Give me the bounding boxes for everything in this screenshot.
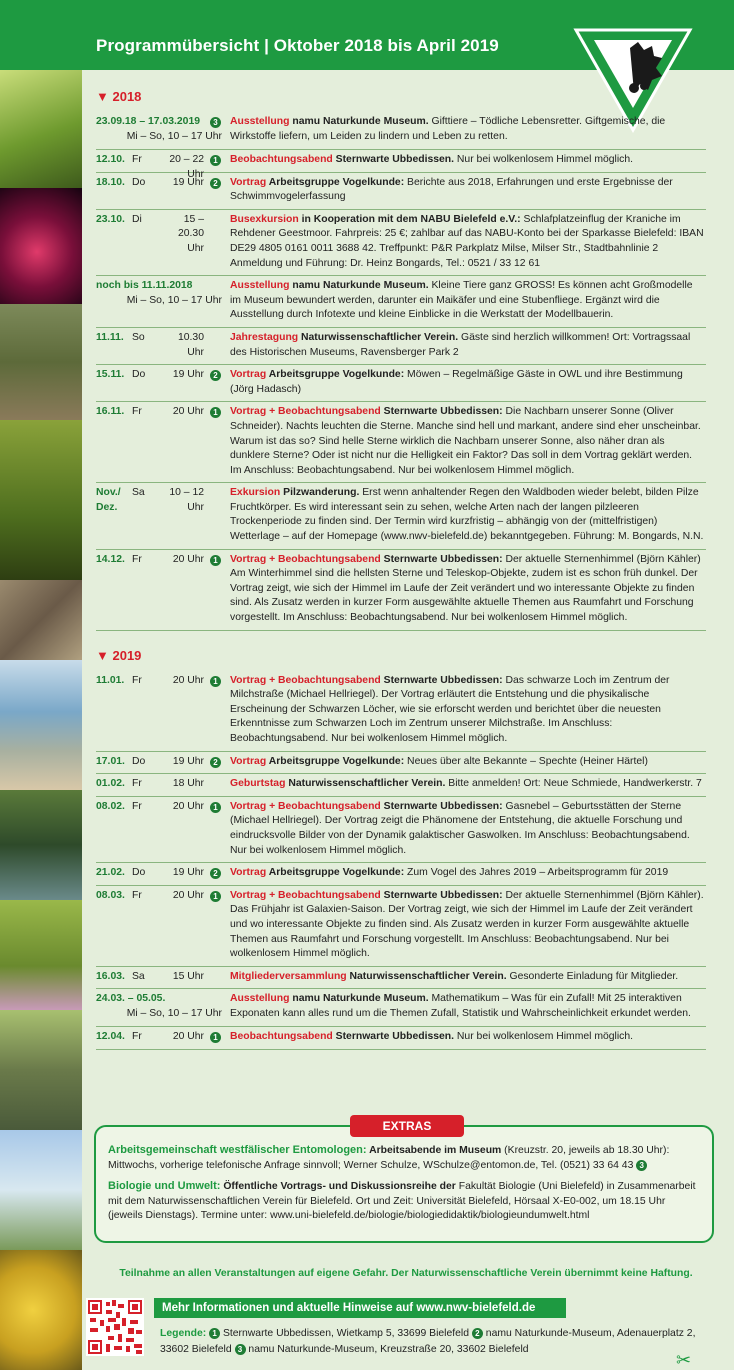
event-day: Do: [132, 369, 146, 381]
event-organizer: Sternwarte Ubbedissen:: [380, 889, 503, 901]
event-organizer: Naturwissenschaftlicher Verein.: [285, 778, 446, 790]
event-row: [96, 1027, 706, 1050]
event-text: Zum Vogel des Jahres 2019 – Arbeitsprogramm für 2019: [404, 867, 669, 879]
location-3-icon: 3: [636, 1160, 647, 1171]
event-organizer: Arbeitsgruppe Vogelkunde:: [266, 867, 405, 879]
disclaimer: Teilnahme an allen Veranstaltungen auf eigene Gefahr. Der Naturwissenschaftliche Verein übernimmt keine Haftung.: [119, 1268, 693, 1279]
location-2-icon: 2: [210, 757, 221, 768]
event-description: [230, 486, 706, 544]
event-time: 10 – 12 Uhr: [169, 487, 204, 513]
event-day: Fr: [132, 154, 142, 165]
event-row: [96, 112, 706, 150]
event-type: Vortrag + Beobachtungsabend: [230, 553, 381, 565]
event-organizer: Sternwarte Ubbedissen:: [380, 406, 503, 418]
event-description: [230, 889, 706, 962]
event-organizer: Arbeitsgruppe Vogelkunde:: [266, 755, 405, 767]
page-title: Programmübersicht | Oktober 2018 bis April 2019: [96, 36, 499, 55]
event-time: 20 Uhr: [172, 800, 204, 812]
nebula-image: [0, 188, 82, 304]
event-description: [230, 176, 706, 205]
tree-frog-image: [0, 70, 82, 188]
events-2019: [96, 671, 706, 1050]
event-hours: Mi – So, 10 – 17 Uhr: [126, 1008, 222, 1020]
location-2-icon: 2: [210, 370, 221, 381]
qr-code-icon[interactable]: [86, 1298, 144, 1356]
event-description: [230, 800, 706, 858]
event-row: [96, 210, 706, 276]
event-date: 12.10.: [96, 154, 125, 165]
event-description: [230, 279, 706, 323]
event-date: 08.02.: [96, 800, 125, 812]
event-day: Fr: [132, 406, 142, 418]
event-organizer: Sternwarte Ubbedissen:: [380, 553, 503, 565]
location-1-icon: 1: [210, 891, 221, 902]
event-date: 16.03.: [96, 970, 125, 982]
event-text: Gasnebel – Geburtsstätten der Sterne (Michael Hellriegel). Der Vortrag zeigt die Phänomene der Entstehung, die aktuelle Forschung und eindrucksvolle Bilder von der Dynamik galaktischer Gaswolken. Im Anschluss: Beobachtungsabend. Nur bei wolkenlosem Himmel möglich.: [230, 800, 690, 856]
event-description: [230, 777, 706, 792]
event-date: 12.04.: [96, 1031, 125, 1043]
event-row: [96, 550, 706, 631]
event-date: Nov./ Dez.: [96, 487, 121, 513]
event-time: 10.30 Uhr: [177, 331, 204, 358]
event-date: 14.12.: [96, 553, 125, 565]
event-type: Vortrag: [230, 755, 267, 767]
events-2018: [96, 112, 706, 631]
event-date: 23.09.18 – 17.03.2019: [96, 116, 201, 127]
event-date: 24.03. – 05.05.: [96, 993, 166, 1005]
event-text: Gifttiere – Tödliche Lebensretter. Giftgemische, die Wirkstoffe liefern, um Leiden zu lindern und Leben zu retten.: [230, 116, 666, 142]
event-day: Fr: [132, 553, 142, 565]
location-1-icon: 1: [210, 1032, 221, 1043]
event-description: [230, 1030, 706, 1045]
event-description: [230, 755, 706, 770]
event-time: 15 Uhr: [172, 970, 204, 982]
entomologen-text: (Kreuzstr. 20, jeweils ab 18.30 Uhr): Mittwochs, vorherige telefonische Anfrage sinnvoll; Werner Schulze, WSchulze@entomon.de, Tel. (0521) 33 64 43: [108, 1145, 670, 1171]
event-hours: Mi – So, 10 – 17 Uhr: [126, 295, 222, 307]
event-organizer: Naturwissenschaftlicher Verein.: [298, 331, 459, 343]
event-organizer: in Kooperation mit dem NABU Bielefeld e.V.:: [298, 213, 521, 225]
event-row: [96, 173, 706, 210]
event-day: Do: [132, 755, 146, 767]
event-description: [230, 992, 706, 1021]
event-date: 21.02.: [96, 867, 125, 879]
event-text: Neues über alte Bekannte – Spechte (Heiner Härtel): [404, 755, 648, 767]
event-day: Di: [132, 213, 142, 225]
event-organizer: namu Naturkunde Museum.: [289, 116, 429, 127]
moss-image: [0, 304, 82, 420]
event-time: 20 Uhr: [172, 674, 204, 686]
location-3-icon: 3: [210, 117, 221, 128]
event-type: Mitgliederversammlung: [230, 970, 347, 982]
location-2-icon: 2: [210, 868, 221, 879]
stream-image: [0, 790, 82, 900]
extras-box: [94, 1119, 714, 1243]
legend-text-1: Sternwarte Ubbedissen, Wietkamp 5, 33699 Bielefeld: [220, 1328, 472, 1339]
event-type: Beobachtungsabend: [230, 154, 333, 165]
location-1-icon: 1: [210, 676, 221, 687]
event-time: 15 – 20.30 Uhr: [177, 213, 204, 254]
event-organizer: namu Naturkunde Museum.: [289, 993, 429, 1005]
entomologen-block: [108, 1143, 702, 1173]
scissors-icon: ✂: [676, 1350, 692, 1370]
event-day: Fr: [132, 1031, 142, 1043]
event-row: [96, 276, 706, 328]
event-type: Vortrag + Beobachtungsabend: [230, 800, 381, 812]
event-row: [96, 483, 706, 549]
event-type: Beobachtungsabend: [230, 1031, 333, 1043]
location-2-icon: 2: [472, 1328, 483, 1339]
event-organizer: Sternwarte Ubbedissen.: [332, 1031, 455, 1043]
fungus-image: [0, 1250, 82, 1370]
location-1-icon: 1: [210, 802, 221, 813]
event-row: [96, 752, 706, 775]
entomologen-heading: Arbeitsgemeinschaft westfälischer Entomologen:: [108, 1144, 367, 1156]
event-description: [230, 866, 706, 881]
event-date: 15.11.: [96, 369, 125, 381]
event-time: 20 – 22 Uhr: [169, 154, 204, 180]
biologie-org: Öffentliche Vortrags- und Diskussionsreihe der: [220, 1181, 456, 1193]
event-type: Geburtstag: [230, 778, 286, 790]
event-row: [96, 402, 706, 483]
event-type: Vortrag + Beobachtungsabend: [230, 889, 381, 901]
biologie-heading: Biologie und Umwelt:: [108, 1180, 221, 1193]
event-description: [230, 153, 706, 168]
program-list: [96, 86, 706, 1050]
event-date: 23.10.: [96, 213, 125, 225]
location-1-icon: 1: [210, 555, 221, 566]
event-date: 01.02.: [96, 778, 125, 790]
event-row: [96, 797, 706, 863]
event-text: Kleine Tiere ganz GROSS! Es können acht Großmodelle im Museum bewundert werden, darunter ein Maikäfer und eine Stubenfliege. Ergänzt wird die Ausstellung durch Infotexte und kleine Einblicke in die Werkstatt der Modellbauerin.: [230, 280, 693, 321]
event-text: Der aktuelle Sternenhimmel (Björn Kähler). Das Frühjahr ist Galaxien-Saison. Der Vortrag zeigt, wie sich der Himmel im Laufe der Zeit verändert und wo interessante Objekte zu finden sind. Als Zusatz werden in kurzer Form ausgewählte aktuelle Themen aus Raumfahrt und Forschung vorgestellt. Im Anschluss: Beobachtungsabend. Nur bei wolkenlosem Himmel möglich.: [230, 889, 704, 960]
child-image: [0, 1010, 82, 1130]
event-organizer: Sternwarte Ubbedissen.: [332, 154, 455, 165]
event-date: 18.10.: [96, 176, 125, 188]
event-text: Gesonderte Einladung für Mitglieder.: [506, 970, 679, 982]
event-day: Sa: [132, 970, 145, 982]
year-heading-2018: ▼ 2018: [96, 89, 142, 104]
event-date: 11.01.: [96, 674, 125, 686]
legend-label: Legende:: [160, 1328, 207, 1339]
event-description: [230, 115, 706, 144]
event-text: Nur bei wolkenlosem Himmel möglich.: [454, 1031, 634, 1043]
event-row: [96, 150, 706, 180]
event-date: 17.01.: [96, 755, 125, 767]
event-text: Die Nachbarn unserer Sonne (Oliver Schneider). Nachts leuchten die Sterne. Manche sind hell und markant, andere sind eher unscheinbar. Warum ist das so? Sind helle Sterne wirklich die Nachbarn unserer Sonne, also näher dran als dunklere Sterne? Oder ist nicht nur die Helligkeit ein Faktor? Das soll in dem Vortrag geklärt werden. Im Anschluss: Beobachtungsabend. Nur bei wolkenlosem Himmel möglich.: [230, 406, 701, 476]
event-type: Jahrestagung: [230, 331, 299, 343]
location-1-icon: 1: [209, 1328, 220, 1339]
location-1-icon: 1: [210, 407, 221, 418]
event-row: [96, 774, 706, 797]
event-text: Der aktuelle Sternenhimmel (Björn Kähler) Am Winterhimmel sind die hellsten Sterne und Teleskop-Objekte, zudem ist es schon früh dunkel. Der Vortrag zeigt, wie sich der Himmel im Laufe der Zeit verändert und wo interessante Objekte zu finden sind. Als Zusatz werden in kurzer Form ausgewählte aktuelle Themen aus Raumfahrt und Forschung vorgestellt. Im Anschluss: Beobachtungsabend. Nur bei wolkenlosem Himmel möglich.: [230, 553, 701, 624]
event-hours: Mi – So, 10 – 17 Uhr: [126, 131, 222, 142]
burnet-moth-image: [0, 420, 82, 580]
biologie-block: [108, 1179, 702, 1224]
rock-image: [0, 580, 82, 660]
event-row: [96, 328, 706, 365]
event-text: Nur bei wolkenlosem Himmel möglich.: [454, 154, 634, 165]
event-description: [230, 674, 706, 747]
event-type: Vortrag: [230, 176, 267, 188]
info-bar[interactable]: Mehr Informationen und aktuelle Hinweise auf www.nwv-bielefeld.de: [154, 1298, 566, 1318]
event-type: Vortrag: [230, 867, 267, 879]
event-description: [230, 553, 706, 626]
event-date: noch bis 11.11.2018: [96, 280, 193, 292]
event-text: Erst wenn anhaltender Regen den Waldboden wieder belebt, bilden Pilze Fruchtkörper. Es wird interessant sein zu sehen, welche Arten nach der langen pilzleeren Trockenperiode zu finden sind. Der Termin wird kurzfristig – abhängig von der (mittelfristigen) Wetterlage – auf der Homepage (www.nwv-bielefeld.de) bekanntgegeben. Führung: M. Bongards, N.N.: [230, 487, 704, 543]
event-type: Ausstellung: [230, 280, 290, 292]
event-row: [96, 365, 706, 402]
event-date: 11.11.: [96, 331, 124, 343]
event-type: Exkursion: [230, 487, 281, 499]
event-date: 16.11.: [96, 406, 125, 418]
event-row: [96, 886, 706, 967]
event-row: [96, 967, 706, 990]
event-text: Berichte aus 2018, Erfahrungen und erste Ergebnisse der Schwimmvogelerfassung: [230, 176, 673, 203]
legend-text-2: namu Naturkunde-Museum, Adenauerplatz 2, 33602 Bielefeld: [160, 1328, 696, 1355]
event-time: 19 Uhr: [172, 867, 204, 879]
event-text: Bitte anmelden! Ort: Neue Schmiede, Handwerkerstr. 7: [445, 778, 702, 790]
event-organizer: Naturwissenschaftlicher Verein.: [346, 970, 507, 982]
orchid-image: [0, 900, 82, 1010]
event-time: 19 Uhr: [172, 176, 204, 188]
event-type: Ausstellung: [230, 116, 290, 127]
event-organizer: namu Naturkunde Museum.: [289, 280, 429, 292]
event-day: Fr: [132, 889, 142, 901]
year-heading-2019: ▼ 2019: [96, 647, 142, 663]
event-row: [96, 989, 706, 1027]
nature-reserve-sign-image: [0, 1130, 82, 1250]
event-day: Do: [132, 176, 146, 188]
event-description: [230, 970, 706, 985]
event-text: Schlafplatzeinflug der Kraniche im Rehdener Geestmoor. Fahrpreis: 25 €; zahlbar auf das NABU-Konto bei der Sparkasse Bielefeld: IBAN DE29 4805 0161 0011 3688 42. Treffpunkt: P&R Parkplatz Milse, Milser Str., Stadtbahnlinie 2 Anmeldung und Führung: Dr. Heinz Bongards, Tel.: 0521 / 33 12 61: [230, 213, 704, 269]
event-type: Busexkursion: [230, 213, 299, 225]
event-day: Fr: [132, 778, 142, 790]
event-organizer: Sternwarte Ubbedissen:: [380, 800, 503, 812]
event-description: [230, 213, 706, 271]
event-type: Ausstellung: [230, 993, 290, 1005]
location-1-icon: 1: [210, 155, 221, 166]
event-text: Das schwarze Loch im Zentrum der Milchstraße (Michael Hellriegel). Der Vortrag erläutert die Entstehung und die physikalische Erscheinung der Schwarzen Löcher, wie sie erforscht werden und berichtet über die neuesten Erkenntnisse zum Schwarzen Loch im Zentrum unserer Milchstraße. Im Anschluss: Beobachtungsabend. Nur bei wolkenlosem Himmel möglich.: [230, 674, 670, 744]
event-time: 20 Uhr: [172, 406, 204, 418]
event-type: Vortrag: [230, 369, 267, 381]
event-description: [230, 405, 706, 478]
event-row: [96, 671, 706, 752]
event-time: 20 Uhr: [172, 553, 204, 565]
event-day: Fr: [132, 674, 142, 686]
event-type: Vortrag + Beobachtungsabend: [230, 406, 381, 418]
event-time: 19 Uhr: [172, 369, 204, 381]
event-organizer: Arbeitsgruppe Vogelkunde:: [266, 369, 405, 381]
event-organizer: Pilzwanderung.: [280, 487, 360, 499]
event-description: [230, 368, 706, 397]
legend: [160, 1326, 720, 1358]
entomologen-org: Arbeitsabende im Museum: [366, 1145, 502, 1156]
event-day: Do: [132, 867, 146, 879]
biologie-text: Fakultät Biologie (Uni Bielefeld) in Zusammenarbeit mit dem Naturwissenschaftlichen Verein für Bielefeld. Ort und Zeit: Universität Bielefeld, Hörsaal X-E0-002, um 18.15 Uhr (jeweils Dienstags). Termine unter: www.uni-bielefeld.de/biologie/biologiedidaktik/biologieundumwelt.html: [108, 1181, 696, 1222]
location-3-icon: 3: [235, 1344, 246, 1355]
event-time: 19 Uhr: [172, 755, 204, 767]
location-2-icon: 2: [210, 178, 221, 189]
event-organizer: Arbeitsgruppe Vogelkunde:: [266, 176, 405, 188]
event-description: [230, 331, 706, 360]
legend-text-3: namu Naturkunde-Museum, Kreuzstraße 20, 33602 Bielefeld: [245, 1344, 529, 1355]
photo-strip: [0, 70, 82, 1370]
event-text: Möwen – Regelmäßige Gäste in OWL und ihre Bestimmung (Jörg Hadasch): [230, 369, 683, 395]
event-day: So: [132, 331, 145, 343]
event-time: 20 Uhr: [172, 1031, 204, 1043]
event-text: Gäste sind herzlich willkommen! Ort: Vortragssaal des Historischen Museums, Ravensberger Park 2: [230, 331, 691, 358]
sea-groynes-image: [0, 660, 82, 790]
event-day: Fr: [132, 800, 142, 812]
event-organizer: Sternwarte Ubbedissen:: [380, 674, 503, 686]
event-type: Vortrag + Beobachtungsabend: [230, 674, 381, 686]
event-time: 18 Uhr: [172, 778, 204, 790]
event-text: Mathematikum – Was für ein Zufall! Mit 25 interaktiven Exponaten kann alles rund um die Themen Zufall, Statistik und Wahrscheinlichkeit erkundet werden.: [230, 993, 691, 1019]
event-day: Sa: [132, 487, 145, 499]
event-row: [96, 863, 706, 886]
event-time: 20 Uhr: [172, 889, 204, 901]
extras-badge: EXTRAS: [350, 1115, 464, 1137]
event-date: 08.03.: [96, 889, 125, 901]
